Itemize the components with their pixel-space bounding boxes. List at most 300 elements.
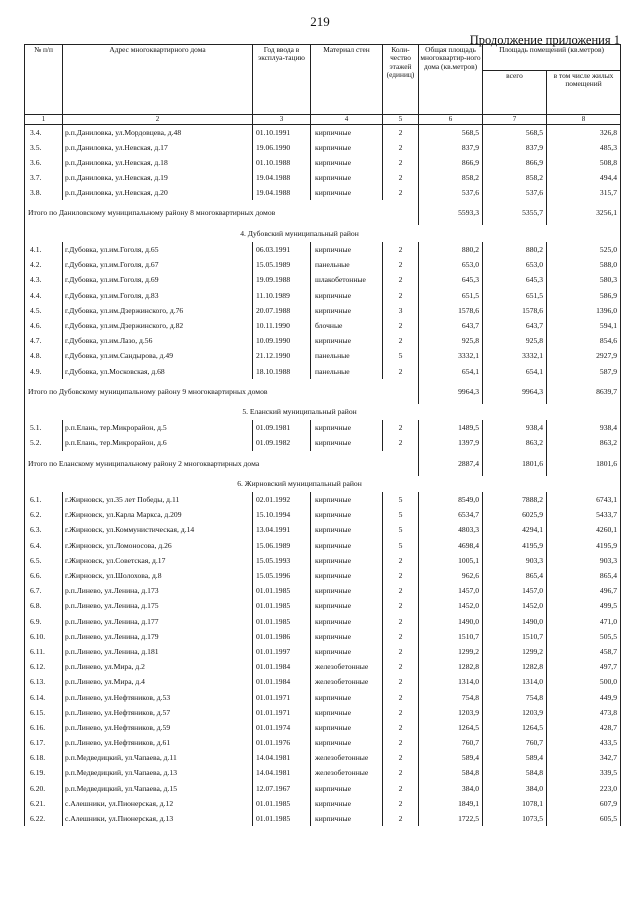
row-number: 6.10. xyxy=(25,629,63,644)
row-total-area: 645,3 xyxy=(419,272,483,287)
row-floors: 2 xyxy=(383,598,419,613)
row-number: 6.15. xyxy=(25,705,63,720)
row-year: 15.05.1996 xyxy=(253,568,311,583)
row-floors: 2 xyxy=(383,614,419,629)
row-address: г.Жирновск, ул.Коммунистическая, д.14 xyxy=(63,522,253,537)
row-year: 06.03.1991 xyxy=(253,242,311,257)
row-floors: 2 xyxy=(383,435,419,450)
row-year: 19.04.1988 xyxy=(253,170,311,185)
row-premises-all: 645,3 xyxy=(483,272,547,287)
header-address: Адрес многоквартирного дома xyxy=(63,45,253,115)
table-row xyxy=(25,242,621,257)
row-total-area: 1314,0 xyxy=(419,674,483,689)
row-premises-all: 1452,0 xyxy=(483,598,547,613)
row-number: 3.4. xyxy=(25,125,63,140)
row-material: кирпичные xyxy=(311,796,383,811)
row-year: 14.04.1981 xyxy=(253,750,311,765)
row-floors: 2 xyxy=(383,272,419,287)
table-row xyxy=(25,583,621,598)
row-total-area: 760,7 xyxy=(419,735,483,750)
row-year: 10.09.1990 xyxy=(253,333,311,348)
row-premises-residential: 508,8 xyxy=(547,155,621,170)
row-premises-all: 1073,5 xyxy=(483,811,547,826)
row-address: р.п.Даниловка, ул.Невская, д.18 xyxy=(63,155,253,170)
column-numbers-row xyxy=(25,115,621,125)
row-floors: 2 xyxy=(383,363,419,378)
total-premises-residential: 3256,1 xyxy=(547,200,621,225)
row-floors: 3 xyxy=(383,303,419,318)
row-floors: 2 xyxy=(383,185,419,200)
row-material: кирпичные xyxy=(311,705,383,720)
row-year: 01.01.1984 xyxy=(253,674,311,689)
col-number: 2 xyxy=(63,115,253,125)
row-total-area: 568,5 xyxy=(419,125,483,140)
row-premises-all: 1490,0 xyxy=(483,614,547,629)
row-year: 10.11.1990 xyxy=(253,318,311,333)
row-number: 5.2. xyxy=(25,435,63,450)
row-premises-all: 643,7 xyxy=(483,318,547,333)
row-floors: 2 xyxy=(383,659,419,674)
table-row xyxy=(25,155,621,170)
row-address: р.п.Линево, ул.Нефтяников, д.53 xyxy=(63,689,253,704)
row-total-area: 1722,5 xyxy=(419,811,483,826)
district-title: 4. Дубовский муниципальный район xyxy=(25,225,621,242)
row-total-area: 3332,1 xyxy=(419,348,483,363)
row-total-area: 754,8 xyxy=(419,689,483,704)
row-premises-residential: 458,7 xyxy=(547,644,621,659)
row-premises-all: 654,1 xyxy=(483,363,547,378)
total-premises-residential: 8639,7 xyxy=(547,379,621,404)
row-floors: 2 xyxy=(383,420,419,435)
row-address: г.Жирновск, ул.Советская, д.17 xyxy=(63,553,253,568)
table-row xyxy=(25,507,621,522)
row-number: 6.3. xyxy=(25,522,63,537)
row-address: г.Жирновск, ул.Ломоносова, д.26 xyxy=(63,538,253,553)
row-total-area: 1510,7 xyxy=(419,629,483,644)
houses-table xyxy=(24,44,621,826)
row-number: 6.13. xyxy=(25,674,63,689)
row-premises-residential: 428,7 xyxy=(547,720,621,735)
row-total-area: 962,6 xyxy=(419,568,483,583)
table-row xyxy=(25,644,621,659)
row-premises-all: 865,4 xyxy=(483,568,547,583)
district-total-row xyxy=(25,379,621,404)
row-year: 19.09.1988 xyxy=(253,272,311,287)
row-premises-all: 1299,2 xyxy=(483,644,547,659)
row-year: 21.12.1990 xyxy=(253,348,311,363)
row-premises-residential: 2927,9 xyxy=(547,348,621,363)
row-premises-all: 6025,9 xyxy=(483,507,547,522)
row-premises-all: 880,2 xyxy=(483,242,547,257)
row-material: кирпичные xyxy=(311,781,383,796)
row-address: р.п.Даниловка, ул.Мордовцева, д.48 xyxy=(63,125,253,140)
row-floors: 2 xyxy=(383,125,419,140)
row-premises-residential: 505,5 xyxy=(547,629,621,644)
row-year: 12.07.1967 xyxy=(253,781,311,796)
row-number: 6.7. xyxy=(25,583,63,598)
row-address: р.п.Даниловка, ул.Невская, д.19 xyxy=(63,170,253,185)
row-number: 6.16. xyxy=(25,720,63,735)
row-material: кирпичные xyxy=(311,735,383,750)
total-label: Итого по Дубовскому муниципальному району 9 многоквартирных домов xyxy=(25,379,419,404)
table-row xyxy=(25,125,621,140)
row-floors: 2 xyxy=(383,781,419,796)
row-floors: 2 xyxy=(383,811,419,826)
row-address: с.Алешники, ул.Пионерская, д.12 xyxy=(63,796,253,811)
row-premises-all: 1314,0 xyxy=(483,674,547,689)
row-premises-residential: 586,9 xyxy=(547,288,621,303)
row-material: кирпичные xyxy=(311,522,383,537)
row-premises-all: 1203,9 xyxy=(483,705,547,720)
row-premises-residential: 4260,1 xyxy=(547,522,621,537)
row-total-area: 1457,0 xyxy=(419,583,483,598)
row-total-area: 1490,0 xyxy=(419,614,483,629)
row-material: кирпичные xyxy=(311,553,383,568)
row-material: кирпичные xyxy=(311,140,383,155)
row-premises-all: 866,9 xyxy=(483,155,547,170)
district-title: 6. Жирновский муниципальный район xyxy=(25,476,621,493)
header-total-area: Общая площадь многоквартир-ного дома (кв.метров) xyxy=(419,45,483,115)
row-address: р.п.Даниловка, ул.Невская, д.20 xyxy=(63,185,253,200)
row-year: 18.10.1988 xyxy=(253,363,311,378)
row-premises-all: 863,2 xyxy=(483,435,547,450)
table-row xyxy=(25,272,621,287)
district-total-row xyxy=(25,451,621,476)
row-floors: 2 xyxy=(383,140,419,155)
header-floors: Коли-чество этажей (единиц) xyxy=(383,45,419,115)
row-address: р.п.Линево, ул.Ленина, д.179 xyxy=(63,629,253,644)
row-material: панельные xyxy=(311,363,383,378)
row-premises-residential: 315,7 xyxy=(547,185,621,200)
row-number: 4.5. xyxy=(25,303,63,318)
row-year: 02.01.1992 xyxy=(253,492,311,507)
row-floors: 2 xyxy=(383,689,419,704)
row-total-area: 1005,1 xyxy=(419,553,483,568)
row-premises-residential: 485,3 xyxy=(547,140,621,155)
row-material: кирпичные xyxy=(311,288,383,303)
row-floors: 2 xyxy=(383,170,419,185)
row-premises-all: 3332,1 xyxy=(483,348,547,363)
row-material: железобетонные xyxy=(311,765,383,780)
row-material: кирпичные xyxy=(311,629,383,644)
row-address: г.Дубовка, ул.им.Гоголя, д.69 xyxy=(63,272,253,287)
row-floors: 2 xyxy=(383,705,419,720)
row-year: 15.06.1989 xyxy=(253,538,311,553)
row-address: г.Дубовка, ул.им.Гоголя, д.67 xyxy=(63,257,253,272)
row-premises-all: 1457,0 xyxy=(483,583,547,598)
row-address: с.Алешники, ул.Пионерская, д.13 xyxy=(63,811,253,826)
table-row xyxy=(25,140,621,155)
row-year: 01.01.1971 xyxy=(253,705,311,720)
row-total-area: 1203,9 xyxy=(419,705,483,720)
row-premises-all: 1078,1 xyxy=(483,796,547,811)
row-number: 3.8. xyxy=(25,185,63,200)
row-premises-all: 584,8 xyxy=(483,765,547,780)
row-address: р.п.Медведицкий, ул.Чапаева, д.15 xyxy=(63,781,253,796)
row-address: р.п.Елань, тер.Микрорайон, д.5 xyxy=(63,420,253,435)
row-premises-all: 1578,6 xyxy=(483,303,547,318)
row-total-area: 651,5 xyxy=(419,288,483,303)
row-premises-residential: 433,5 xyxy=(547,735,621,750)
row-floors: 2 xyxy=(383,735,419,750)
row-year: 01.09.1981 xyxy=(253,420,311,435)
table-row xyxy=(25,348,621,363)
table-row xyxy=(25,363,621,378)
row-floors: 2 xyxy=(383,796,419,811)
col-number: 6 xyxy=(419,115,483,125)
row-premises-residential: 5433,7 xyxy=(547,507,621,522)
row-total-area: 837,9 xyxy=(419,140,483,155)
row-premises-all: 653,0 xyxy=(483,257,547,272)
table-row xyxy=(25,318,621,333)
row-year: 01.01.1985 xyxy=(253,796,311,811)
header-material: Материал стен xyxy=(311,45,383,115)
row-floors: 2 xyxy=(383,288,419,303)
row-premises-all: 938,4 xyxy=(483,420,547,435)
row-year: 01.01.1984 xyxy=(253,659,311,674)
row-material: блочные xyxy=(311,318,383,333)
row-premises-residential: 473,8 xyxy=(547,705,621,720)
row-year: 01.10.1988 xyxy=(253,155,311,170)
row-number: 6.4. xyxy=(25,538,63,553)
row-material: кирпичные xyxy=(311,811,383,826)
total-label: Итого по Еланскому муниципальному району 2 многоквартирных дома xyxy=(25,451,419,476)
row-number: 3.5. xyxy=(25,140,63,155)
row-year: 01.01.1986 xyxy=(253,629,311,644)
row-total-area: 1282,8 xyxy=(419,659,483,674)
row-total-area: 589,4 xyxy=(419,750,483,765)
row-premises-residential: 496,7 xyxy=(547,583,621,598)
row-total-area: 643,7 xyxy=(419,318,483,333)
row-number: 6.8. xyxy=(25,598,63,613)
row-material: железобетонные xyxy=(311,659,383,674)
total-area: 5593,3 xyxy=(419,200,483,225)
row-total-area: 925,8 xyxy=(419,333,483,348)
row-address: р.п.Медведицкий, ул.Чапаева, д.13 xyxy=(63,765,253,780)
row-floors: 2 xyxy=(383,242,419,257)
row-number: 6.6. xyxy=(25,568,63,583)
row-premises-residential: 938,4 xyxy=(547,420,621,435)
row-premises-residential: 223,0 xyxy=(547,781,621,796)
row-material: железобетонные xyxy=(311,750,383,765)
row-total-area: 584,8 xyxy=(419,765,483,780)
row-floors: 2 xyxy=(383,583,419,598)
row-material: кирпичные xyxy=(311,583,383,598)
row-address: г.Дубовка, ул.им.Дзержинского, д.76 xyxy=(63,303,253,318)
row-premises-all: 7888,2 xyxy=(483,492,547,507)
total-premises-residential: 1801,6 xyxy=(547,451,621,476)
row-address: р.п.Елань, тер.Микрорайон, д.6 xyxy=(63,435,253,450)
row-premises-residential: 339,5 xyxy=(547,765,621,780)
row-number: 3.7. xyxy=(25,170,63,185)
row-premises-residential: 471,0 xyxy=(547,614,621,629)
row-number: 6.1. xyxy=(25,492,63,507)
row-total-area: 653,0 xyxy=(419,257,483,272)
row-floors: 5 xyxy=(383,522,419,537)
row-material: кирпичные xyxy=(311,598,383,613)
row-year: 15.05.1989 xyxy=(253,257,311,272)
row-year: 01.01.1971 xyxy=(253,689,311,704)
row-material: шлакобетонные xyxy=(311,272,383,287)
row-address: г.Дубовка, ул.им.Гоголя, д.65 xyxy=(63,242,253,257)
row-floors: 2 xyxy=(383,318,419,333)
row-premises-residential: 326,8 xyxy=(547,125,621,140)
row-material: кирпичные xyxy=(311,568,383,583)
row-premises-residential: 342,7 xyxy=(547,750,621,765)
row-floors: 5 xyxy=(383,348,419,363)
row-year: 01.01.1976 xyxy=(253,735,311,750)
row-premises-residential: 6743,1 xyxy=(547,492,621,507)
row-material: кирпичные xyxy=(311,492,383,507)
row-premises-all: 858,2 xyxy=(483,170,547,185)
row-address: г.Жирновск, ул.Шолохова, д.8 xyxy=(63,568,253,583)
table-row xyxy=(25,720,621,735)
row-material: кирпичные xyxy=(311,242,383,257)
row-floors: 2 xyxy=(383,765,419,780)
row-premises-residential: 494,4 xyxy=(547,170,621,185)
row-floors: 2 xyxy=(383,333,419,348)
row-total-area: 1849,1 xyxy=(419,796,483,811)
header-year: Год ввода в эксплуа-тацию xyxy=(253,45,311,115)
table-row xyxy=(25,629,621,644)
row-number: 6.5. xyxy=(25,553,63,568)
table-row xyxy=(25,796,621,811)
row-premises-residential: 497,7 xyxy=(547,659,621,674)
row-premises-residential: 1396,0 xyxy=(547,303,621,318)
row-total-area: 4803,3 xyxy=(419,522,483,537)
row-premises-all: 925,8 xyxy=(483,333,547,348)
row-number: 4.3. xyxy=(25,272,63,287)
table-row xyxy=(25,598,621,613)
row-number: 4.9. xyxy=(25,363,63,378)
row-premises-residential: 588,0 xyxy=(547,257,621,272)
row-total-area: 880,2 xyxy=(419,242,483,257)
row-number: 6.2. xyxy=(25,507,63,522)
row-material: кирпичные xyxy=(311,170,383,185)
row-premises-all: 837,9 xyxy=(483,140,547,155)
row-year: 15.05.1993 xyxy=(253,553,311,568)
table-row xyxy=(25,811,621,826)
row-premises-all: 651,5 xyxy=(483,288,547,303)
row-total-area: 384,0 xyxy=(419,781,483,796)
row-material: кирпичные xyxy=(311,538,383,553)
table-row xyxy=(25,522,621,537)
row-address: р.п.Медведицкий, ул.Чапаева, д.11 xyxy=(63,750,253,765)
row-premises-residential: 863,2 xyxy=(547,435,621,450)
row-material: кирпичные xyxy=(311,125,383,140)
row-year: 19.04.1988 xyxy=(253,185,311,200)
row-premises-residential: 525,0 xyxy=(547,242,621,257)
col-number: 1 xyxy=(25,115,63,125)
row-address: г.Дубовка, ул.им.Лазо, д.56 xyxy=(63,333,253,348)
total-label: Итого по Даниловскому муниципальному району 8 многоквартирных домов xyxy=(25,200,419,225)
table-row xyxy=(25,257,621,272)
row-number: 6.9. xyxy=(25,614,63,629)
row-number: 6.12. xyxy=(25,659,63,674)
row-floors: 5 xyxy=(383,492,419,507)
row-year: 01.01.1997 xyxy=(253,644,311,659)
row-address: р.п.Линево, ул.Мира, д.4 xyxy=(63,674,253,689)
row-premises-all: 903,3 xyxy=(483,553,547,568)
table-row xyxy=(25,674,621,689)
row-number: 6.22. xyxy=(25,811,63,826)
row-material: кирпичные xyxy=(311,155,383,170)
table-row xyxy=(25,420,621,435)
row-year: 01.01.1985 xyxy=(253,614,311,629)
row-number: 6.17. xyxy=(25,735,63,750)
row-premises-all: 4195,9 xyxy=(483,538,547,553)
row-address: р.п.Линево, ул.Нефтяников, д.61 xyxy=(63,735,253,750)
row-total-area: 1452,0 xyxy=(419,598,483,613)
row-premises-residential: 4195,9 xyxy=(547,538,621,553)
table-row xyxy=(25,781,621,796)
row-year: 01.10.1991 xyxy=(253,125,311,140)
row-material: панельные xyxy=(311,257,383,272)
col-number: 5 xyxy=(383,115,419,125)
row-number: 5.1. xyxy=(25,420,63,435)
header-residential: в том числе жилых помещений xyxy=(547,71,621,115)
row-material: кирпичные xyxy=(311,644,383,659)
row-premises-residential: 903,3 xyxy=(547,553,621,568)
row-address: г.Жирновск, ул.35 лет Победы, д.11 xyxy=(63,492,253,507)
row-total-area: 1397,9 xyxy=(419,435,483,450)
table-row xyxy=(25,750,621,765)
row-premises-all: 568,5 xyxy=(483,125,547,140)
table-row xyxy=(25,568,621,583)
row-premises-residential: 587,9 xyxy=(547,363,621,378)
row-material: кирпичные xyxy=(311,720,383,735)
row-total-area: 858,2 xyxy=(419,170,483,185)
table-row xyxy=(25,765,621,780)
row-premises-all: 4294,1 xyxy=(483,522,547,537)
row-year: 19.06.1990 xyxy=(253,140,311,155)
col-number: 7 xyxy=(483,115,547,125)
row-year: 01.01.1974 xyxy=(253,720,311,735)
row-premises-all: 1510,7 xyxy=(483,629,547,644)
row-floors: 2 xyxy=(383,568,419,583)
row-total-area: 654,1 xyxy=(419,363,483,378)
row-material: железобетонные xyxy=(311,674,383,689)
row-floors: 2 xyxy=(383,629,419,644)
row-premises-all: 754,8 xyxy=(483,689,547,704)
row-year: 14.04.1981 xyxy=(253,765,311,780)
row-number: 4.2. xyxy=(25,257,63,272)
row-total-area: 1299,2 xyxy=(419,644,483,659)
row-floors: 2 xyxy=(383,553,419,568)
col-number: 4 xyxy=(311,115,383,125)
table-header xyxy=(25,45,621,115)
table-row xyxy=(25,303,621,318)
houses-table-wrap xyxy=(24,44,620,826)
row-year: 13.04.1991 xyxy=(253,522,311,537)
row-address: р.п.Линево, ул.Мира, д.2 xyxy=(63,659,253,674)
row-total-area: 1264,5 xyxy=(419,720,483,735)
row-address: р.п.Линево, ул.Нефтяников, д.57 xyxy=(63,705,253,720)
row-year: 11.10.1989 xyxy=(253,288,311,303)
row-total-area: 537,6 xyxy=(419,185,483,200)
continuation-caption: Продолжение приложения 1 xyxy=(469,33,620,47)
row-premises-residential: 500,0 xyxy=(547,674,621,689)
row-material: кирпичные xyxy=(311,435,383,450)
row-address: р.п.Линево, ул.Ленина, д.173 xyxy=(63,583,253,598)
row-floors: 2 xyxy=(383,720,419,735)
row-premises-residential: 854,6 xyxy=(547,333,621,348)
row-year: 20.07.1988 xyxy=(253,303,311,318)
row-premises-all: 1282,8 xyxy=(483,659,547,674)
row-number: 6.21. xyxy=(25,796,63,811)
row-premises-residential: 607,9 xyxy=(547,796,621,811)
row-floors: 2 xyxy=(383,750,419,765)
